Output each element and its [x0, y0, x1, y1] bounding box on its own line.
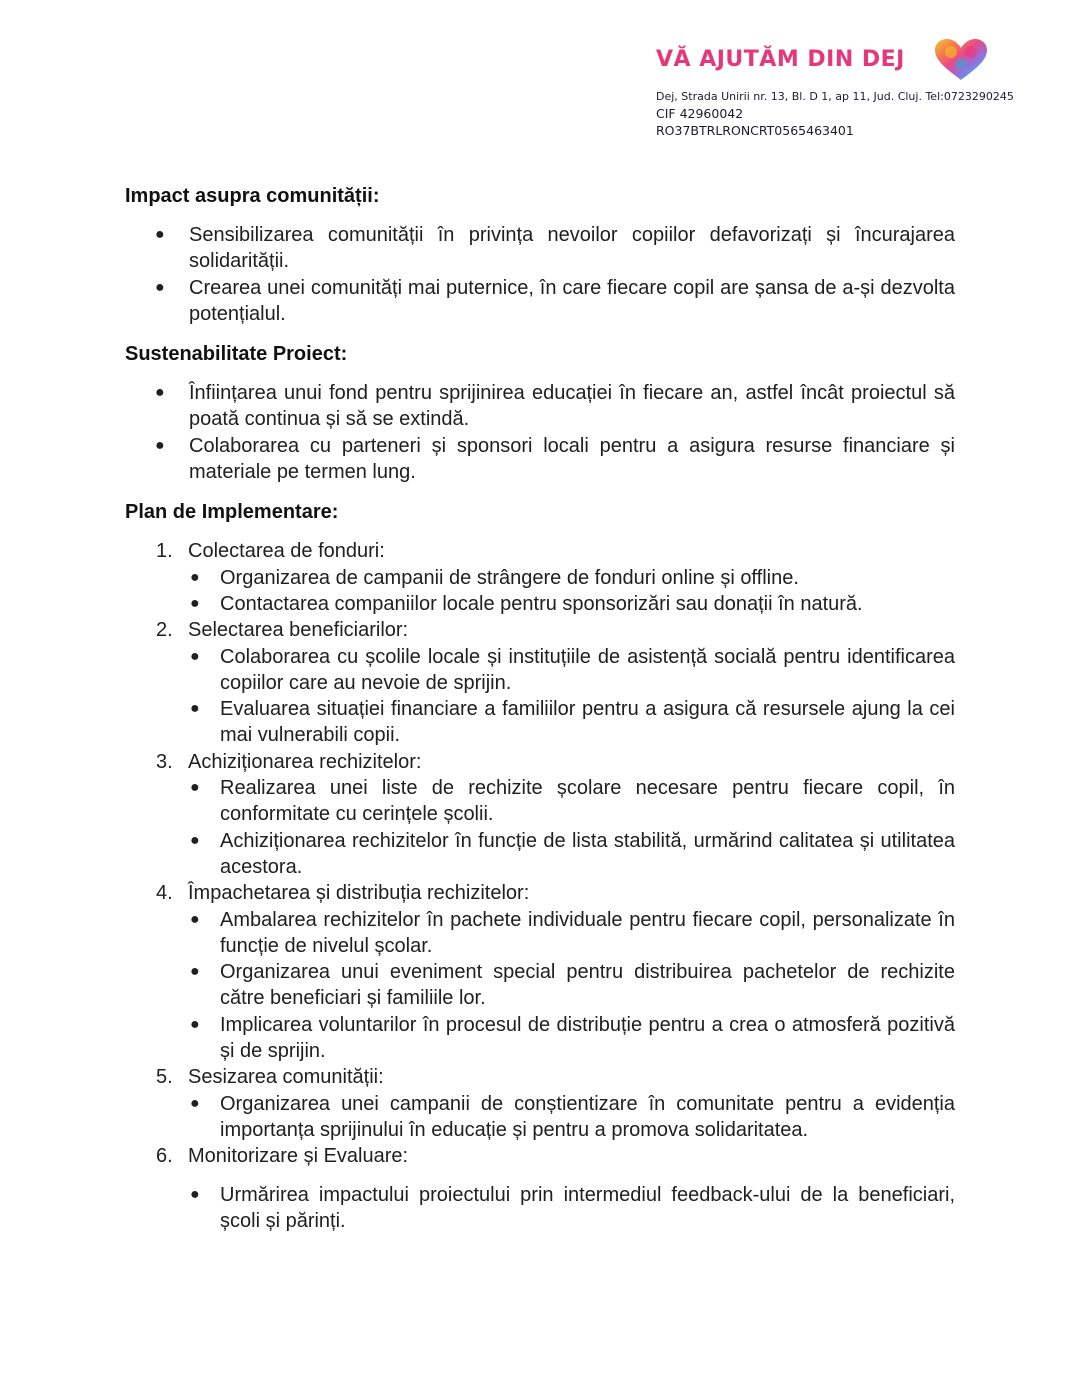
step-sublist	[188, 907, 955, 1065]
step-number: 1.	[156, 540, 173, 563]
list-item: ● Realizarea unei liste de rechizite școlare necesare pentru fiecare copil, în conformitate cu cerințele școlii.	[188, 775, 955, 828]
brand-name: VĂ AJUTĂM DIN DEJ	[656, 47, 905, 72]
section-title-plan: Plan de Implementare:	[125, 501, 339, 524]
list-item: ● Implicarea voluntarilor în procesul de distribuție pentru a crea o atmosferă pozitivă și de sprijin.	[188, 1012, 955, 1065]
plan-step	[125, 749, 955, 880]
list-item: ● Înființarea unui fond pentru sprijinirea educației în fiecare an, astfel încât proiectul să poată continua și să se extindă.	[125, 380, 955, 433]
plan-step	[125, 617, 955, 748]
section-title-impact: Impact asupra comunității:	[125, 185, 380, 207]
step-label: Monitorizare și Evaluare:	[188, 1145, 409, 1168]
list-item: ● Colaborarea cu școlile locale și instituțiile de asistență socială pentru identificarea copiilor care au nevoie de sprijin.	[188, 644, 955, 697]
step-number: 4.	[156, 882, 173, 905]
list-item: ● Ambalarea rechizitelor în pachete individuale pentru fiecare copil, personalizate în funcție de nivelul școlar.	[188, 907, 955, 960]
list-item: ● Organizarea unei campanii de conștientizare în comunitate pentru a evidenția importanța sprijinului în educație și pentru a promova solidaritatea.	[188, 1091, 955, 1144]
step-label: Colectarea de fonduri:	[188, 540, 385, 563]
step-sublist	[188, 565, 955, 618]
plan-step	[125, 880, 955, 1064]
plan-step	[125, 1143, 955, 1234]
step-label: Selectarea beneficiarilor:	[188, 619, 409, 642]
plan-step	[125, 538, 955, 617]
step-sublist	[188, 1091, 955, 1144]
section-title-sustenabilitate: Sustenabilitate Proiect:	[125, 343, 348, 366]
step-label: Împachetarea și distribuția rechizitelor:	[188, 882, 530, 905]
step-label: Sesizarea comunității:	[188, 1066, 384, 1089]
list-item: ● Crearea unei comunități mai puternice, în care fiecare copil are șansa de a-și dezvolta potențialul.	[125, 275, 955, 328]
step-number: 2.	[156, 619, 173, 642]
spacer	[188, 1170, 955, 1182]
step-sublist	[188, 1182, 955, 1235]
list-item: ● Organizarea de campanii de strângere de fonduri online și offline.	[188, 565, 955, 591]
iban-line: RO37BTRLRONCRT0565463401	[656, 123, 854, 138]
impact-list	[125, 222, 955, 327]
rainbow-heart-icon	[933, 38, 989, 82]
brand-row	[656, 38, 1056, 82]
address-line: Dej, Strada Unirii nr. 13, Bl. D 1, ap 11, Jud. Cluj. Tel:0723290245	[656, 90, 1014, 103]
list-item: ● Evaluarea situației financiare a familiilor pentru a asigura că resursele ajung la cei mai vulnerabili copii.	[188, 696, 955, 749]
letterhead	[656, 38, 1056, 139]
step-number: 5.	[156, 1066, 173, 1089]
list-item: ● Contactarea companiilor locale pentru sponsorizări sau donații în natură.	[188, 591, 955, 617]
list-item: ● Sensibilizarea comunității în privința nevoilor copiilor defavorizați și încurajarea solidarității.	[125, 222, 955, 275]
list-item: ● Colaborarea cu parteneri și sponsori locali pentru a asigura resurse financiare și materiale pe termen lung.	[125, 433, 955, 486]
step-sublist	[188, 775, 955, 880]
step-sublist	[188, 644, 955, 749]
step-number: 3.	[156, 750, 173, 773]
list-item: ● Organizarea unui eveniment special pentru distribuirea pachetelor de rechizite către beneficiari și familiile lor.	[188, 959, 955, 1012]
list-item: ● Urmărirea impactului proiectului prin intermediul feedback-ului de la beneficiari, școli și părinți.	[188, 1182, 955, 1235]
document-body	[125, 183, 955, 1234]
sustenabilitate-list	[125, 380, 955, 485]
plan-step	[125, 1064, 955, 1143]
plan-steps	[125, 538, 955, 1234]
step-label: Achiziționarea rechizitelor:	[188, 750, 422, 773]
step-number: 6.	[156, 1145, 173, 1168]
cif-line: CIF 42960042	[656, 106, 744, 121]
list-item: ● Achiziționarea rechizitelor în funcție de lista stabilită, urmărind calitatea și utilitatea acestora.	[188, 828, 955, 881]
